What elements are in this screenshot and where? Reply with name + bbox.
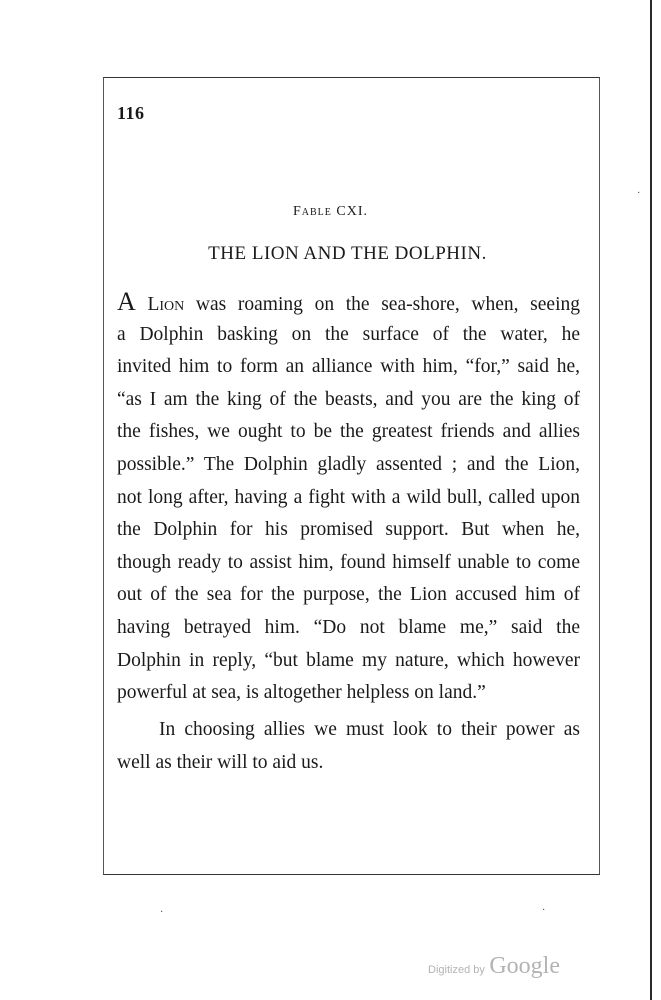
speck-mark: · (542, 905, 546, 916)
first-line-rest: was roaming on the sea-shore, when, seeing (184, 294, 580, 315)
story-line: having betrayed him. “Do not blame me,” said the (117, 616, 580, 638)
speck-mark: · (160, 907, 164, 918)
moral-paragraph (117, 714, 580, 779)
story-line: “as I am the king of the beasts, and you are the king of (117, 388, 580, 410)
story-line (117, 286, 580, 319)
story-line: not long after, having a fight with a wild bull, called upon (117, 486, 580, 508)
fable-label: Fable (292, 204, 332, 219)
story-line: possible.” The Dolphin gladly assented ; and the Lion, (117, 453, 580, 475)
moral-line: In choosing allies we must look to their power as (159, 719, 580, 740)
watermark-prefix: Digitized by (428, 964, 485, 976)
drop-cap: A (117, 287, 136, 316)
digitized-watermark (428, 953, 560, 980)
page-edge-line (650, 0, 652, 1000)
story-paragraph (117, 286, 580, 710)
story-line: powerful at sea, is altogether helpless on land.” (117, 682, 486, 704)
speck-mark: · (637, 188, 641, 199)
story-line: the fishes, we ought to be the greatest friends and allies (117, 421, 580, 443)
story-line: out of the sea for the purpose, the Lion accused him of (117, 584, 580, 606)
story-line: though ready to assist him, found himself unable to come (117, 551, 580, 573)
fable-numeral: CXI. (336, 204, 369, 219)
page-number: 116 (117, 103, 145, 123)
fable-title: THE LION AND THE DOLPHIN. (208, 243, 487, 264)
moral-line: well as their will to aid us. (117, 751, 324, 773)
story-line: Dolphin in reply, “but blame my nature, which however (117, 649, 580, 671)
lead-word: Lion (147, 294, 185, 315)
story-line: a Dolphin basking on the surface of the water, he (117, 323, 580, 345)
story-line: the Dolphin for his promised support. But when he, (117, 519, 580, 541)
google-logo: Google (489, 953, 560, 979)
fable-number (0, 204, 661, 220)
story-line: invited him to form an alliance with him, “for,” said he, (117, 356, 580, 378)
